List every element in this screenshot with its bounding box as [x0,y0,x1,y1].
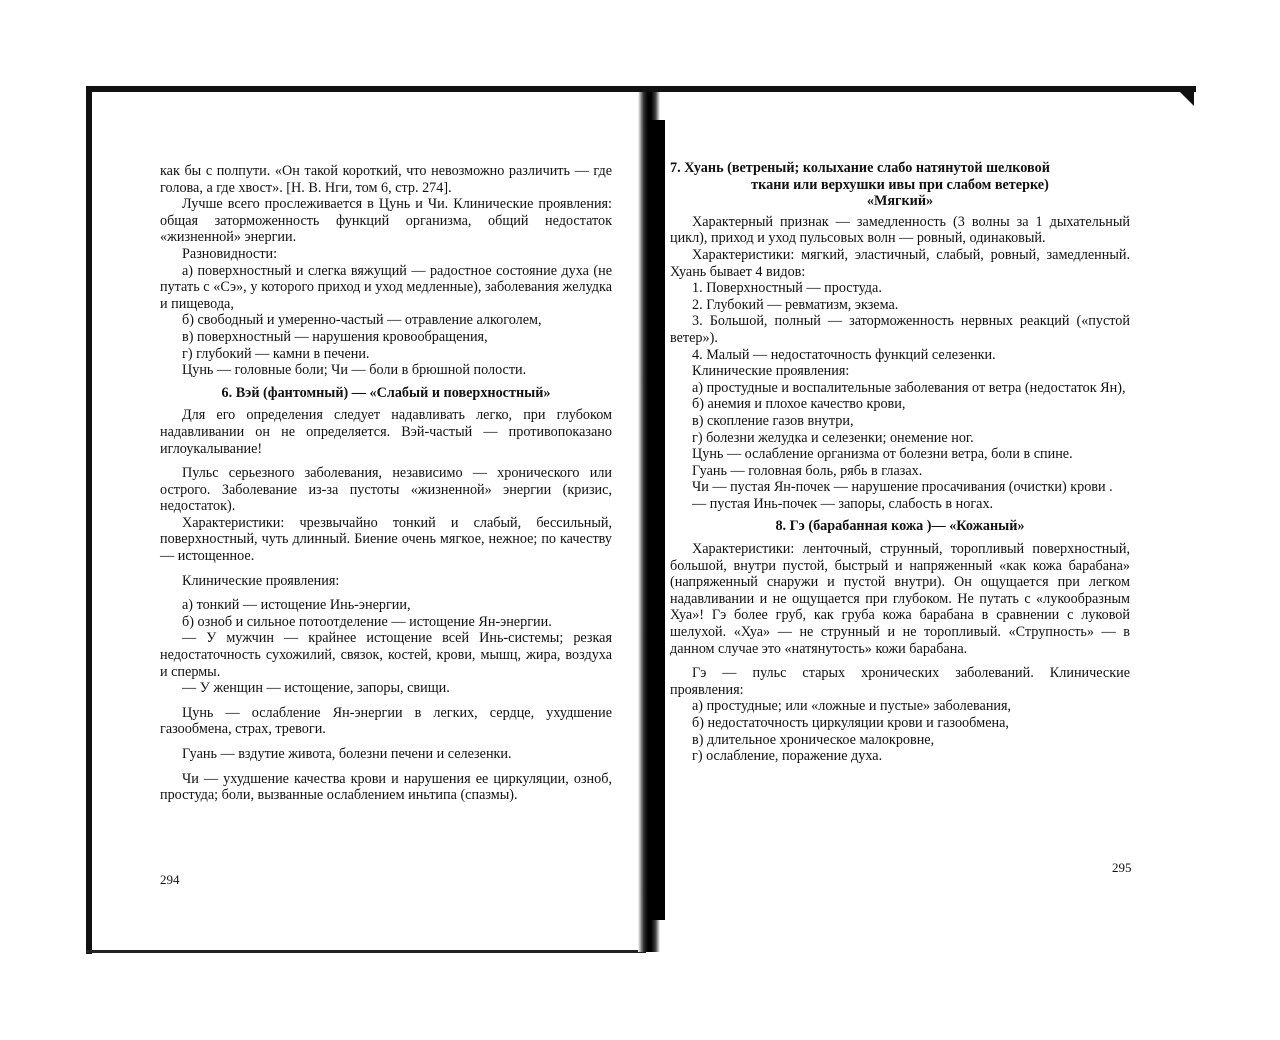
right-page-number: 295 [1112,860,1132,875]
paragraph: Гэ — пульс старых хронических заболеваний. Клинические проявления: [670,665,1130,698]
paragraph: как бы с полпути. «Он такой короткий, что невозможно различить — где голова, а где хвост». [Н. В. Нги, том 6, стр. 274]. [160,163,612,196]
paragraph: 2. Глубокий — ревматизм, экзема. [692,296,899,313]
scan-left-border [86,86,92,954]
paragraph: 4. Малый — недостаточность функций селезенки. [692,346,996,363]
paragraph-gap [670,657,1130,665]
heading-line: 7. Хуань (ветреный; колыхание слабо натянутой шелковой [670,160,1050,176]
paragraph: Разновидности: [182,245,278,262]
heading-line: «Мягкий» [866,193,934,210]
paragraph: г) ослабление, поражение духа. [692,748,883,765]
paragraph: — пустая Инь-почек — запоры, слабость в ногах. [692,495,994,512]
paragraph: 1. Поверхностный — простуда. [692,280,882,297]
paragraph: б) свободный и умеренно-частый — отравление алкоголем, [182,312,542,329]
paragraph: а) поверхностный и слегка вяжущий — радостное состояние духа (не путать с «Сэ», у которого приход и уход медленные), заболевания желудка и пищевода, [160,262,612,312]
paragraph: а) простудные; или «ложные и пустые» заболевания, [692,698,1012,715]
paragraph: Цунь — ослабление Ян-энергии в легких, сердце, ухудшение газообмена, страх, тревоги. [160,704,612,738]
book-gutter-dark [651,120,665,920]
paragraph: Цунь — головные боли; Чи — боли в брюшной полости. [182,362,527,379]
paragraph-gap [160,565,612,573]
paragraph: Характеристики: чрезвычайно тонкий и слабый, бессильный, поверхностный, чуть длинный. Биение очень мягкое, нежное; по качеству — истощенное. [160,514,612,565]
paragraph: Цунь — ослабление организма от болезни ветра, боли в спине. [692,446,1073,463]
heading-line: ткани или верхушки ивы при слабом ветерке) [751,176,1049,193]
paragraph: г) болезни желудка и селезенки; онемение ног. [692,429,974,446]
paragraph: б) анемия и плохое качество крови, [692,396,906,413]
section-heading-7 [670,160,1130,210]
paragraph: 3. Большой, полный — заторможенность нервных реакций («пустой ветер»). [670,313,1130,346]
right-page-text [670,160,1130,765]
section-heading-6: 6. Вэй (фантомный) — «Слабый и поверхностный» [221,384,551,401]
paragraph: Лучше всего прослеживается в Цунь и Чи. Клинические проявления: общая заторможенность функций организма, общий недостаток «жизненной» энергии. [160,196,612,246]
paragraph: в) поверхностный — нарушения кровообращения, [182,328,488,345]
paragraph: в) длительное хроническое малокровне, [692,731,935,748]
paragraph: Гуань — вздутие живота, болезни печени и селезенки. [182,746,512,762]
paragraph-gap [160,697,612,705]
paragraph: Гуань — головная боль, рябь в глазах. [692,462,923,479]
paragraph: б) недостаточность циркуляции крови и газообмена, [692,715,1009,731]
paragraph: Характеристики: мягкий, эластичный, слабый, ровный, замедленный. Хуань бывает 4 видов: [670,246,1130,280]
paragraph: Характеристики: ленточный, струнный, торопливый поверхностный, большой, внутри пустой, быстрый и напряженный «как кожа барабана» (напряженный снаружи и пустой внутри). Он ощущается при легком надавливании и не ощущается при глубоком. Не путать с «лукообразным Хуа»! Гэ более груб, как груба кожа барабана в сравнении с луковой шелухой. «Хуа» — не струнный и не торопливый. «Струпность» — в данном случае это «натянутость» кожи барабана. [670,541,1130,657]
left-page-text [160,163,612,804]
left-page-number: 294 [160,872,180,887]
paragraph: г) глубокий — камни в печени. [182,345,370,362]
paragraph: а) тонкий — истощение Инь-энергии, [182,597,411,614]
paragraph-gap [160,738,612,746]
paragraph: — У мужчин — крайнее истощение всей Инь-системы; резкая недостаточность сухожилий, связок, костей, крови, мышц, жира, воздуха и спермы. [160,630,612,680]
paragraph: Для его определения следует надавливать легко, при глубоком надавливании он не определяется. Вэй-частый — противопоказано иглоукалывание! [160,407,612,457]
paragraph: Чи — пустая Ян-почек — нарушение просачивания (очистки) крови . [692,479,1113,496]
scan-bottom-border [86,950,646,953]
paragraph: Чи — ухудшение качества крови и нарушения ее циркуляции, озноб, простуда; боли, вызванные ослаблением иньтипа (спазмы). [160,770,612,804]
paragraph: Клинические проявления: [692,363,850,380]
paragraph: б) озноб и сильное потоотделение — истощение Ян-энергии. [182,613,552,630]
paragraph-gap [160,589,612,597]
paragraph: в) скопление газов внутри, [692,412,854,429]
paragraph: Пульс серьезного заболевания, независимо — хронического или острого. Заболевание из-за пустоты «жизненной» энергии (кризис, недостаток). [160,465,612,515]
paragraph: Клинические проявления: [182,572,340,589]
paragraph: а) простудные и воспалительные заболевания от ветра (недостаток Ян), [692,379,1126,396]
paragraph: Характерный признак — замедленность (3 волны за 1 дыхательный цикл), приход и уход пульсовых волн — ровный, одинаковый. [670,213,1130,247]
paragraph-gap [160,763,612,771]
paragraph-gap [160,457,612,465]
paragraph: — У женщин — истощение, запоры, свищи. [182,680,450,697]
section-heading-8: 8. Гэ (барабанная кожа )— «Кожаный» [775,518,1025,535]
